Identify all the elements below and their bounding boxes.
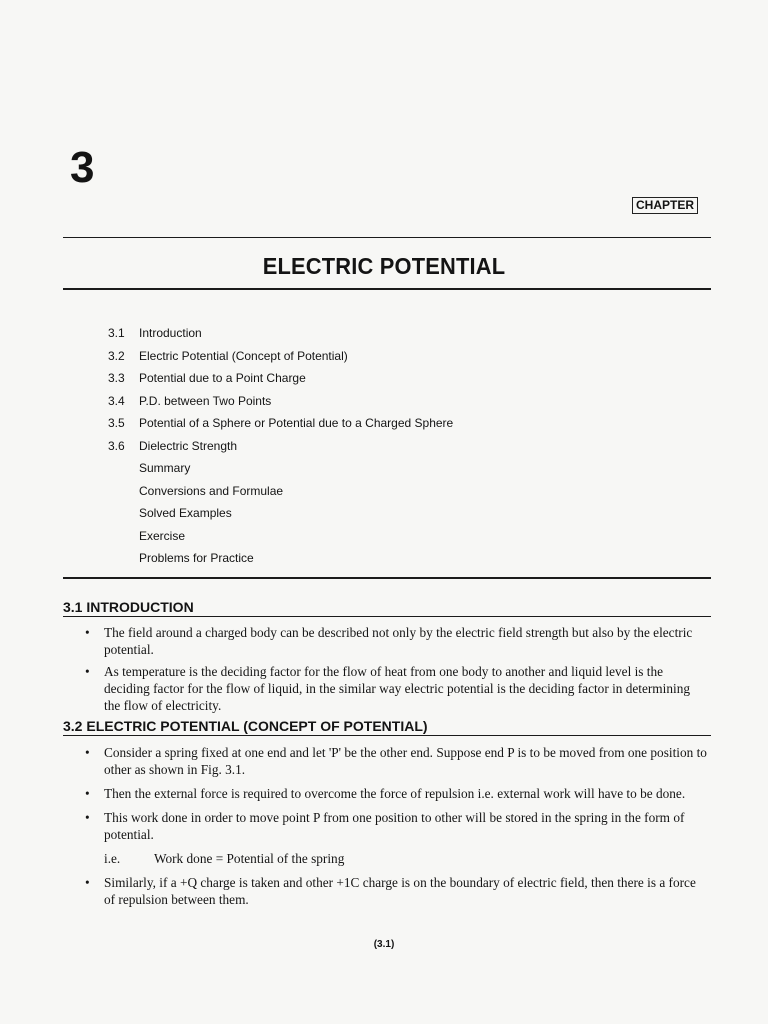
toc-item <box>108 345 453 368</box>
equation-text: Work done = Potential of the spring <box>154 851 345 866</box>
toc-item-label: Solved Examples <box>139 506 232 521</box>
toc-item-label: Summary <box>139 461 191 476</box>
ie-label: i.e. <box>104 851 121 866</box>
toc-item-label: Exercise <box>139 528 186 543</box>
toc-item <box>108 412 453 435</box>
toc-item-number: 3.3 <box>108 371 125 386</box>
bullet-item: • Consider a spring fixed at one end and let 'P' be the other end. Suppose end P is to be moved from one position to other as shown in Fig. 3.1. <box>82 744 708 778</box>
toc-bottom-rule <box>63 577 711 579</box>
introduction-bullets <box>82 624 708 714</box>
table-of-contents <box>108 322 453 570</box>
toc-item-label: Electric Potential (Concept of Potential) <box>139 348 348 363</box>
bullet-item: • Similarly, if a +Q charge is taken and other +1C charge is on the boundary of electric field, then there is a force of repulsion between them. <box>82 874 708 908</box>
toc-item <box>108 367 453 390</box>
toc-item-number: 3.4 <box>108 393 125 408</box>
section-heading-rule <box>63 735 711 736</box>
toc-item-number: 3.1 <box>108 326 125 341</box>
section-heading-introduction: 3.1 INTRODUCTION <box>63 599 194 615</box>
chapter-number: 3 <box>70 143 95 192</box>
toc-item <box>108 502 453 525</box>
toc-item <box>108 435 453 458</box>
bullet-item: • The field around a charged body can be described not only by the electric field strength but also by the electric potential. <box>82 624 708 658</box>
page-number: (3.1) <box>373 939 395 950</box>
section-heading-rule <box>63 616 711 617</box>
toc-item-number: 3.5 <box>108 416 125 431</box>
toc-item-number: 3.2 <box>108 348 125 363</box>
electric-potential-bullets <box>82 744 708 908</box>
toc-item <box>108 390 453 413</box>
toc-item-label: Introduction <box>139 326 202 341</box>
chapter-title: ELECTRIC POTENTIAL <box>262 253 506 279</box>
bullet-item: • This work done in order to move point P from one position to other will be stored in the spring in the form of potential. <box>82 809 708 843</box>
toc-item-label: Potential due to a Point Charge <box>139 371 306 386</box>
bullet-item: • As temperature is the deciding factor for the flow of heat from one body to another and liquid level is the deciding factor for the flow of liquid, in the similar way electric potential is the deciding factor in determining the flow of electricity. <box>82 663 708 714</box>
title-bottom-rule <box>63 288 711 290</box>
toc-item-number: 3.6 <box>108 438 125 453</box>
toc-item <box>108 525 453 548</box>
equation-line <box>82 850 708 867</box>
toc-item-label: Conversions and Formulae <box>139 483 284 498</box>
toc-item-label: Potential of a Sphere or Potential due to a Charged Sphere <box>139 416 454 431</box>
title-top-rule <box>63 237 711 238</box>
bullet-item: • Then the external force is required to overcome the force of repulsion i.e. external work will have to be done. <box>82 785 708 802</box>
toc-item <box>108 457 453 480</box>
toc-item-label: Problems for Practice <box>139 551 254 566</box>
chapter-tag: CHAPTER <box>632 197 698 214</box>
toc-item <box>108 480 453 503</box>
toc-item <box>108 322 453 345</box>
toc-item-label: P.D. between Two Points <box>139 393 272 408</box>
section-heading-electric-potential: 3.2 ELECTRIC POTENTIAL (CONCEPT OF POTENTIAL) <box>63 718 428 734</box>
toc-item <box>108 547 453 570</box>
toc-item-label: Dielectric Strength <box>139 438 238 453</box>
